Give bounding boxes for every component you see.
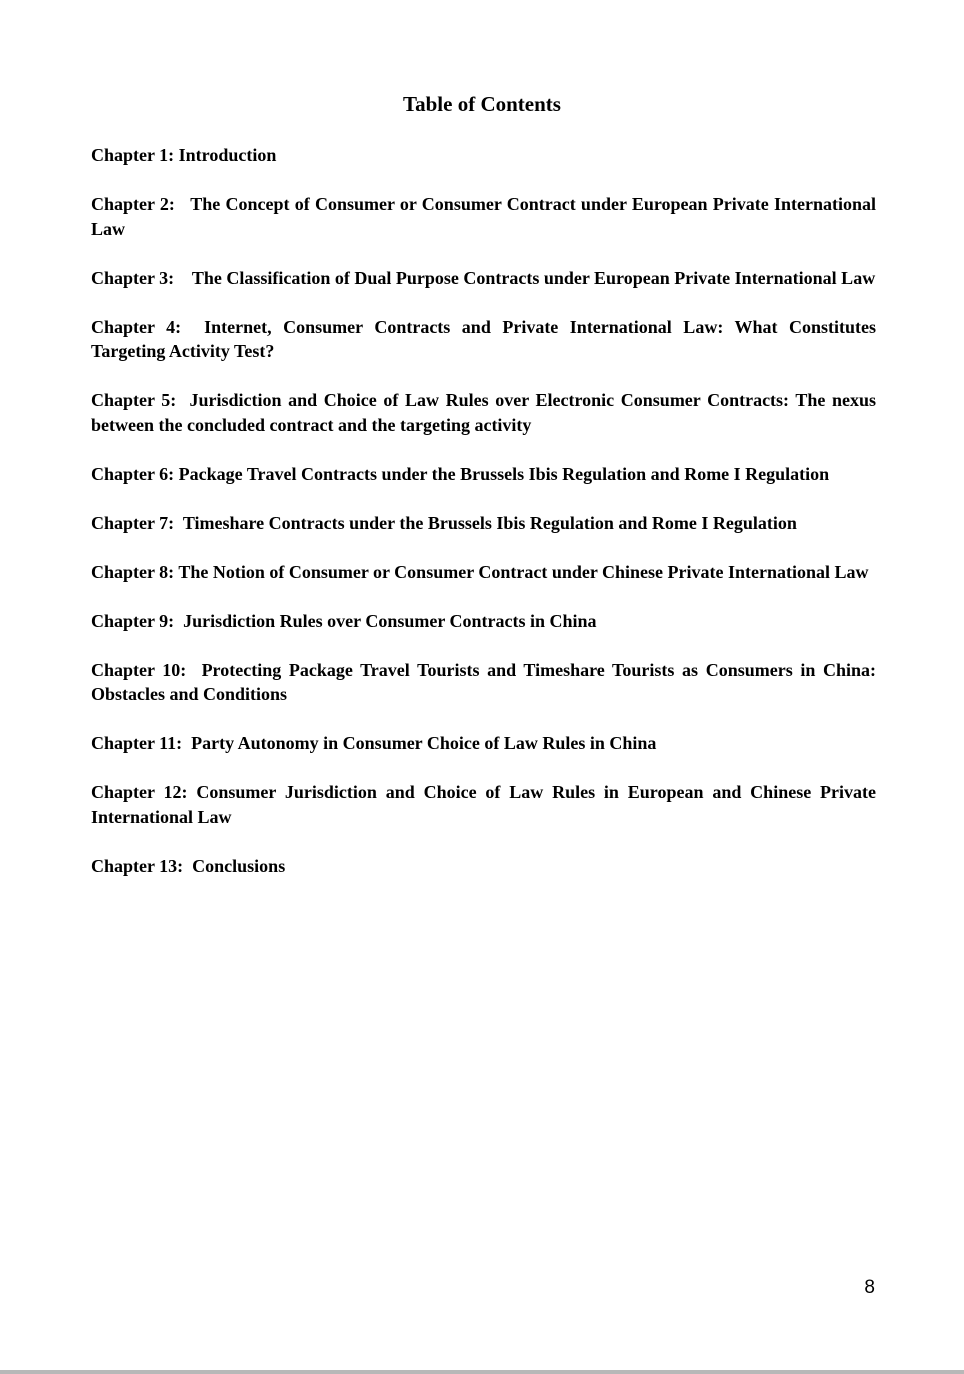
toc-entry-chapter-1: Chapter 1: Introduction: [91, 145, 277, 165]
toc-entry-chapter-4: Chapter 4: Internet, Consumer Contracts and Private International Law: What Constitutes Targeting Activity Test?: [91, 316, 881, 361]
toc-entry-chapter-7: Chapter 7: Timeshare Contracts under the Brussels Ibis Regulation and Rome I Regulation: [91, 512, 797, 533]
toc-entry-chapter-11: Chapter 11: Party Autonomy in Consumer Choice of Law Rules in China: [91, 733, 657, 753]
page-number: 8: [864, 1277, 875, 1298]
toc-entry-chapter-5: Chapter 5: Jurisdiction and Choice of Law Rules over Electronic Consumer Contracts: The nexus between the concluded contract and the targeting activity: [91, 390, 881, 435]
toc-entry-chapter-10: Chapter 10: Protecting Package Travel Tourists and Timeshare Tourists as Consumers in China: Obstacles and Conditions: [91, 659, 881, 704]
toc-entry-chapter-8: Chapter 8: The Notion of Consumer or Consumer Contract under Chinese Private International Law: [91, 561, 869, 582]
toc-entry-chapter-6: Chapter 6: Package Travel Contracts under the Brussels Ibis Regulation and Rome I Regulation: [91, 463, 830, 484]
page-title: Table of Contents: [403, 92, 561, 116]
toc-entry-chapter-3: Chapter 3: The Classification of Dual Purpose Contracts under European Private International Law: [91, 267, 876, 288]
toc-entry-chapter-9: Chapter 9: Jurisdiction Rules over Consumer Contracts in China: [91, 610, 597, 631]
toc-list: [91, 143, 881, 903]
page-bottom-divider: [0, 1370, 964, 1374]
toc-entry-chapter-13: Chapter 13: Conclusions: [91, 855, 286, 876]
toc-entry-chapter-12: Chapter 12: Consumer Jurisdiction and Choice of Law Rules in European and Chinese Private International Law: [91, 782, 881, 827]
toc-entry-chapter-2: Chapter 2: The Concept of Consumer or Consumer Contract under European Private International Law: [91, 194, 881, 239]
